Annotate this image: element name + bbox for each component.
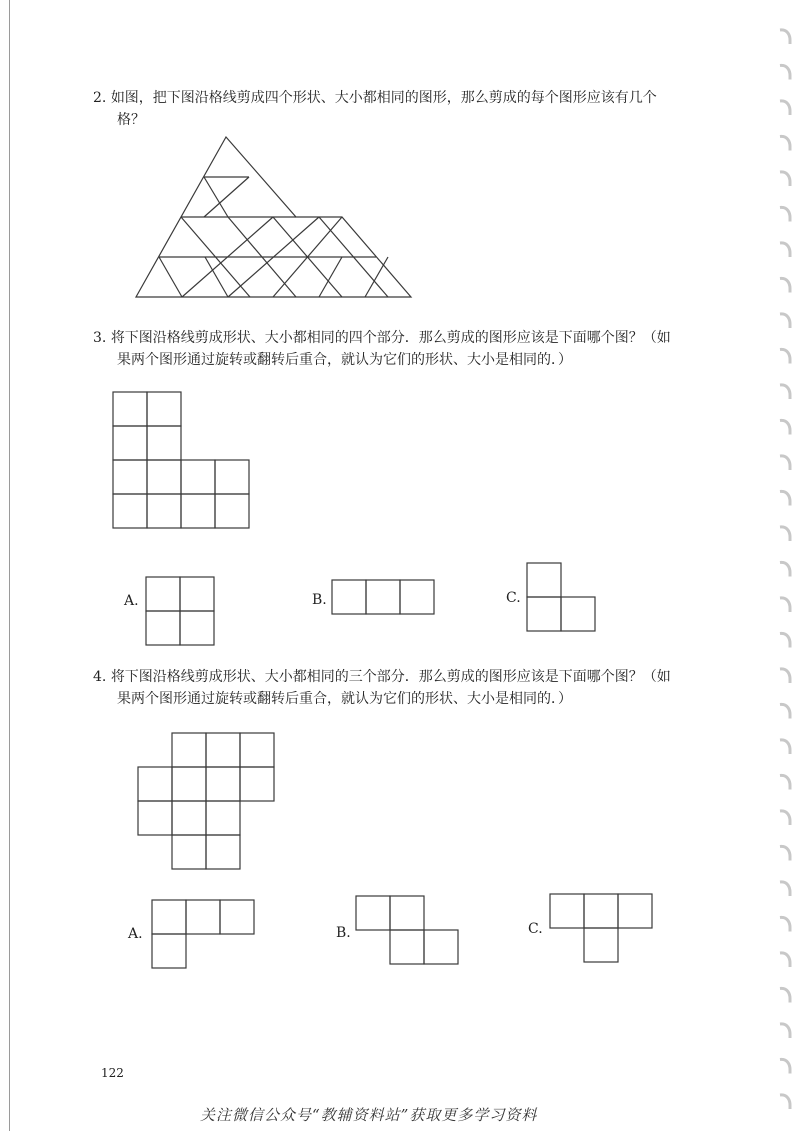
page-number: 122 — [101, 1066, 124, 1080]
binder-ring — [780, 491, 790, 505]
binder-ring — [780, 633, 790, 647]
binder-ring — [780, 456, 790, 470]
question-3-number: 3. — [93, 330, 107, 346]
binder-ring — [780, 314, 790, 328]
binder-ring — [780, 917, 790, 931]
question-3-text — [93, 327, 671, 371]
q3-option-a-shape[interactable] — [146, 577, 216, 647]
question-4-line-2: 果两个图形通过旋转或翻转后重合，就认为它们的形状、大小是相同的．） — [117, 691, 572, 707]
binder-ring — [780, 278, 790, 292]
q4-option-c-label: C. — [528, 921, 543, 937]
q4-option-b-label: B. — [336, 925, 351, 941]
question-2-line-1: 如图，把下图沿格线剪成四个形状、大小都相同的图形，那么剪成的每个图形应该有几个 — [110, 90, 657, 106]
q3-option-c-label: C. — [506, 590, 521, 606]
binder-ring — [780, 1095, 790, 1109]
binder-rings — [766, 0, 800, 1131]
binder-ring — [780, 846, 790, 860]
q3-option-c-shape[interactable] — [527, 563, 597, 633]
binder-ring — [780, 349, 790, 363]
binder-ring — [780, 207, 790, 221]
binder-ring — [780, 562, 790, 576]
binder-ring — [780, 243, 790, 257]
triangle-grid-lines — [136, 137, 411, 297]
binder-ring — [780, 385, 790, 399]
binder-ring — [780, 882, 790, 896]
q3-option-b-shape[interactable] — [332, 580, 436, 616]
binder-ring — [780, 65, 790, 79]
binder-ring — [780, 136, 790, 150]
q4-option-c-shape[interactable] — [550, 894, 654, 964]
binder-ring — [780, 527, 790, 541]
question-4-line-1: 将下图沿格线剪成形状、大小都相同的三个部分．那么剪成的图形应该是下面哪个图？（如 — [110, 669, 671, 685]
question-3-square-grid — [113, 392, 251, 530]
question-2-number: 2. — [93, 90, 107, 106]
question-4-square-grid — [138, 733, 276, 871]
binder-ring — [780, 30, 790, 44]
q3-option-b-label: B. — [312, 592, 327, 608]
binder-ring — [780, 953, 790, 967]
binder-ring — [780, 775, 790, 789]
footer-note: 关注微信公众号“教辅资料站”获取更多学习资料 — [200, 1106, 538, 1124]
binder-ring — [780, 1059, 790, 1073]
binder-ring — [780, 172, 790, 186]
question-3-line-2: 果两个图形通过旋转或翻转后重合，就认为它们的形状、大小是相同的．） — [117, 352, 572, 368]
binder-ring — [780, 101, 790, 115]
binder-ring — [780, 420, 790, 434]
binder-ring — [780, 704, 790, 718]
binder-ring — [780, 988, 790, 1002]
q4-option-b-shape[interactable] — [356, 896, 460, 966]
question-3-line-1: 将下图沿格线剪成形状、大小都相同的四个部分．那么剪成的图形应该是下面哪个图？（如 — [110, 330, 671, 346]
q3-option-a-label: A. — [124, 593, 139, 609]
question-4-text — [93, 666, 671, 710]
binder-ring — [780, 598, 790, 612]
binder-ring — [780, 811, 790, 825]
q4-option-a-shape[interactable] — [152, 900, 256, 970]
binder-ring — [780, 669, 790, 683]
question-2-line-2: 格？ — [117, 112, 145, 128]
binder-ring — [780, 740, 790, 754]
question-4-number: 4. — [93, 669, 107, 685]
binder-ring — [780, 1024, 790, 1038]
q4-option-a-label: A. — [128, 926, 143, 942]
